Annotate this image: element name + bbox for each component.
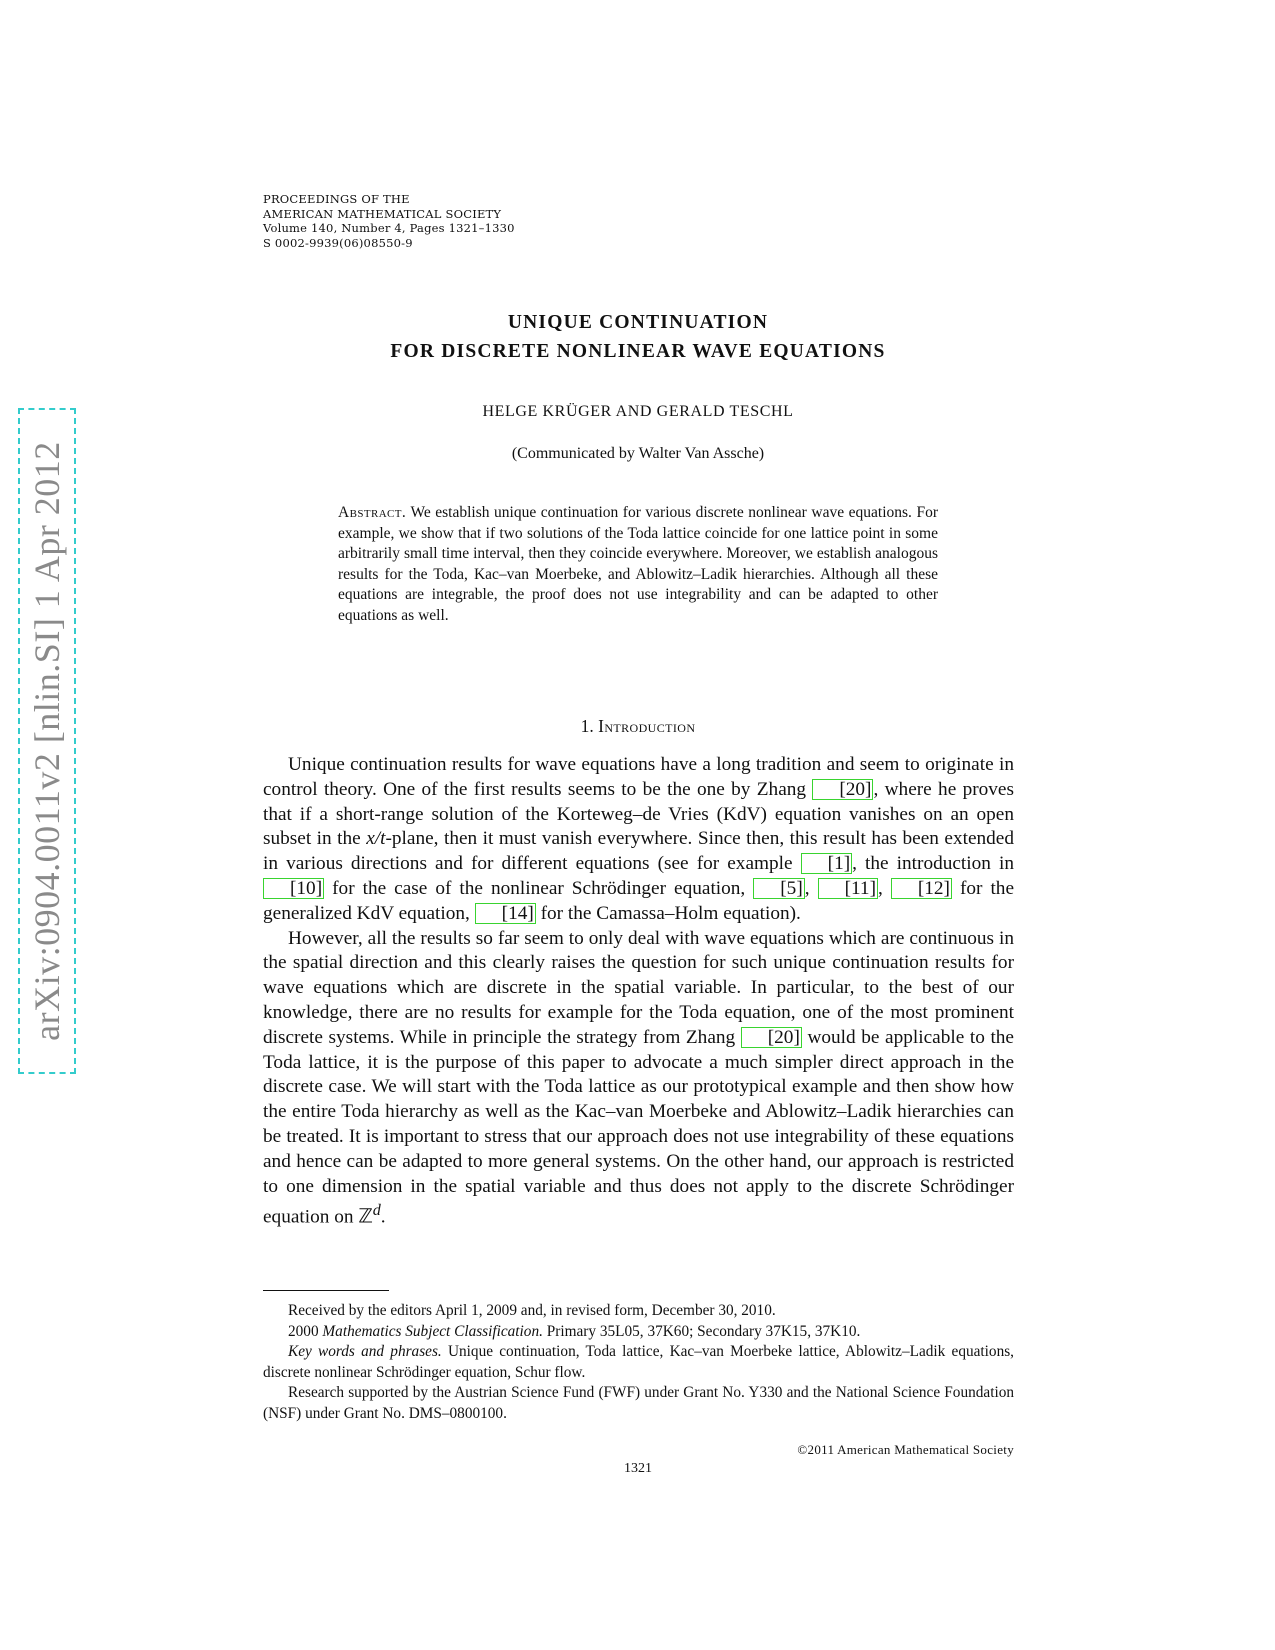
text-run: -plane, then it must vanish everywhere. Since then, this result has been extended in various directions and for different equations (see for example bbox=[263, 828, 1014, 875]
abstract-label: Abstract. bbox=[338, 504, 407, 521]
citation-link[interactable]: [20] bbox=[812, 779, 873, 800]
journal-header bbox=[263, 192, 515, 250]
abstract-text: We establish unique continuation for various discrete nonlinear wave equations. For example, we show that if two solutions of the Toda lattice coincide for one lattice point in some arbitrarily small time interval, then they coincide everywhere. Moreover, we establish analogous results for the Toda, Kac–van Moerbeke, and Ablowitz–Ladik hierarchies. Although all these equations are integrable, the proof does not use integrability and can be adapted to other equations as well. bbox=[338, 504, 938, 624]
keywords-label: Key words and phrases. bbox=[288, 1343, 442, 1360]
citation-link[interactable]: [14] bbox=[475, 903, 536, 924]
copyright-notice: ©2011 American Mathematical Society bbox=[797, 1442, 1014, 1457]
section-heading bbox=[263, 716, 1013, 737]
title-line: FOR DISCRETE NONLINEAR WAVE EQUATIONS bbox=[390, 341, 886, 362]
citation-link[interactable]: [5] bbox=[753, 878, 804, 899]
footnote-support: Research supported by the Austrian Science Fund (FWF) under Grant No. Y330 and the National Science Foundation (NSF) under Grant No. DMS–0800100. bbox=[263, 1384, 1014, 1422]
communicated-by: (Communicated by Walter Van Assche) bbox=[511, 445, 765, 462]
citation-link[interactable]: [12] bbox=[891, 878, 952, 899]
citation-link[interactable]: [11] bbox=[818, 878, 878, 899]
journal-line: AMERICAN MATHEMATICAL SOCIETY bbox=[263, 206, 502, 221]
page-number: 1321 bbox=[624, 1461, 652, 1476]
arxiv-identifier: arXiv:0904.0011v2 [nlin.SI] 1 Apr 2012 bbox=[27, 441, 67, 1041]
footnote-msc bbox=[263, 1322, 1014, 1343]
citation-link[interactable]: [10] bbox=[263, 878, 324, 899]
abstract bbox=[338, 503, 938, 627]
footnote-divider bbox=[263, 1290, 389, 1291]
msc-label: Mathematics Subject Classification. bbox=[322, 1322, 543, 1340]
text-run: for the generalized KdV equation, bbox=[263, 877, 1014, 924]
journal-serial: S 0002-9939(06)08550-9 bbox=[263, 235, 413, 250]
text-run: for the case of the nonlinear Schrödinger equation, bbox=[324, 877, 754, 899]
text-run: , the introduction in bbox=[852, 853, 1014, 875]
arxiv-stamp[interactable] bbox=[18, 408, 76, 1074]
section-title: Introduction bbox=[598, 716, 696, 736]
math-inline: x/t bbox=[366, 828, 386, 850]
text-run: 2000 bbox=[288, 1322, 323, 1340]
footnote-keywords bbox=[263, 1342, 1014, 1383]
text-run: , bbox=[804, 877, 818, 899]
paper-title bbox=[263, 308, 1013, 366]
journal-line: PROCEEDINGS OF THE bbox=[263, 192, 410, 206]
math-inline: ℤ bbox=[358, 1206, 373, 1228]
text-run: would be applicable to the Toda lattice, it is the purpose of this paper to advocate a much simpler direct approach in the discrete case. We will start with the Toda lattice as our prototypical example and then show how the entire Toda hierarchy as well as the Kac–van Moerbeke and Ablowitz–Ladik hierarchies can be treated. It is important to stress that our approach does not use integrability of these equations and hence can be adapted to more general systems. On the other hand, our approach is restricted to one dimension in the spatial variable and thus does not apply to the discrete Schrödinger equation on bbox=[263, 1026, 1014, 1228]
citation-link[interactable]: [1] bbox=[801, 853, 852, 874]
text-run: . bbox=[380, 1206, 386, 1228]
text-run: However, all the results so far seem to only deal with wave equations which are continuous in the spatial direction and this clearly raises the question for such unique continuation results for wave equations which are discrete in the spatial variable. In particular, to the best of our knowledge, there are no results for example for the Toda equation, one of the most prominent discrete systems. While in principle the strategy from Zhang bbox=[263, 927, 1014, 1048]
text-run: Unique continuation results for wave equations have a long tradition and seem to originate in control theory. One of the first results seems to be the one by Zhang bbox=[263, 754, 1014, 800]
footnote-received: Received by the editors April 1, 2009 and, in revised form, December 30, 2010. bbox=[288, 1302, 776, 1319]
text-run: for the Camassa–Holm equation). bbox=[535, 902, 801, 924]
title-line: UNIQUE CONTINUATION bbox=[507, 312, 769, 333]
text-run: , where he proves that if a short-range solution of the Korteweg–de Vries (KdV) equation vanishes on an open subset in the bbox=[263, 778, 1014, 850]
citation-link[interactable]: [20] bbox=[741, 1027, 802, 1048]
authors: HELGE KRÜGER AND GERALD TESCHL bbox=[482, 403, 794, 420]
text-run: Unique continuation, Toda lattice, Kac–van Moerbeke lattice, Ablowitz–Ladik equations, discrete nonlinear Schrödinger equation, Schur flow. bbox=[263, 1343, 1014, 1381]
paragraph-1 bbox=[263, 753, 1014, 927]
text-run: Primary 35L05, 37K60; Secondary 37K15, 37K10. bbox=[542, 1322, 861, 1340]
math-superscript: d bbox=[372, 1202, 381, 1220]
paragraph-2 bbox=[263, 927, 1014, 1231]
text-run: , bbox=[878, 877, 891, 899]
footnotes bbox=[263, 1301, 1014, 1424]
section-number: 1. bbox=[580, 716, 594, 736]
body-text bbox=[263, 753, 1014, 1231]
journal-volume: Volume 140, Number 4, Pages 1321–1330 bbox=[263, 221, 515, 235]
